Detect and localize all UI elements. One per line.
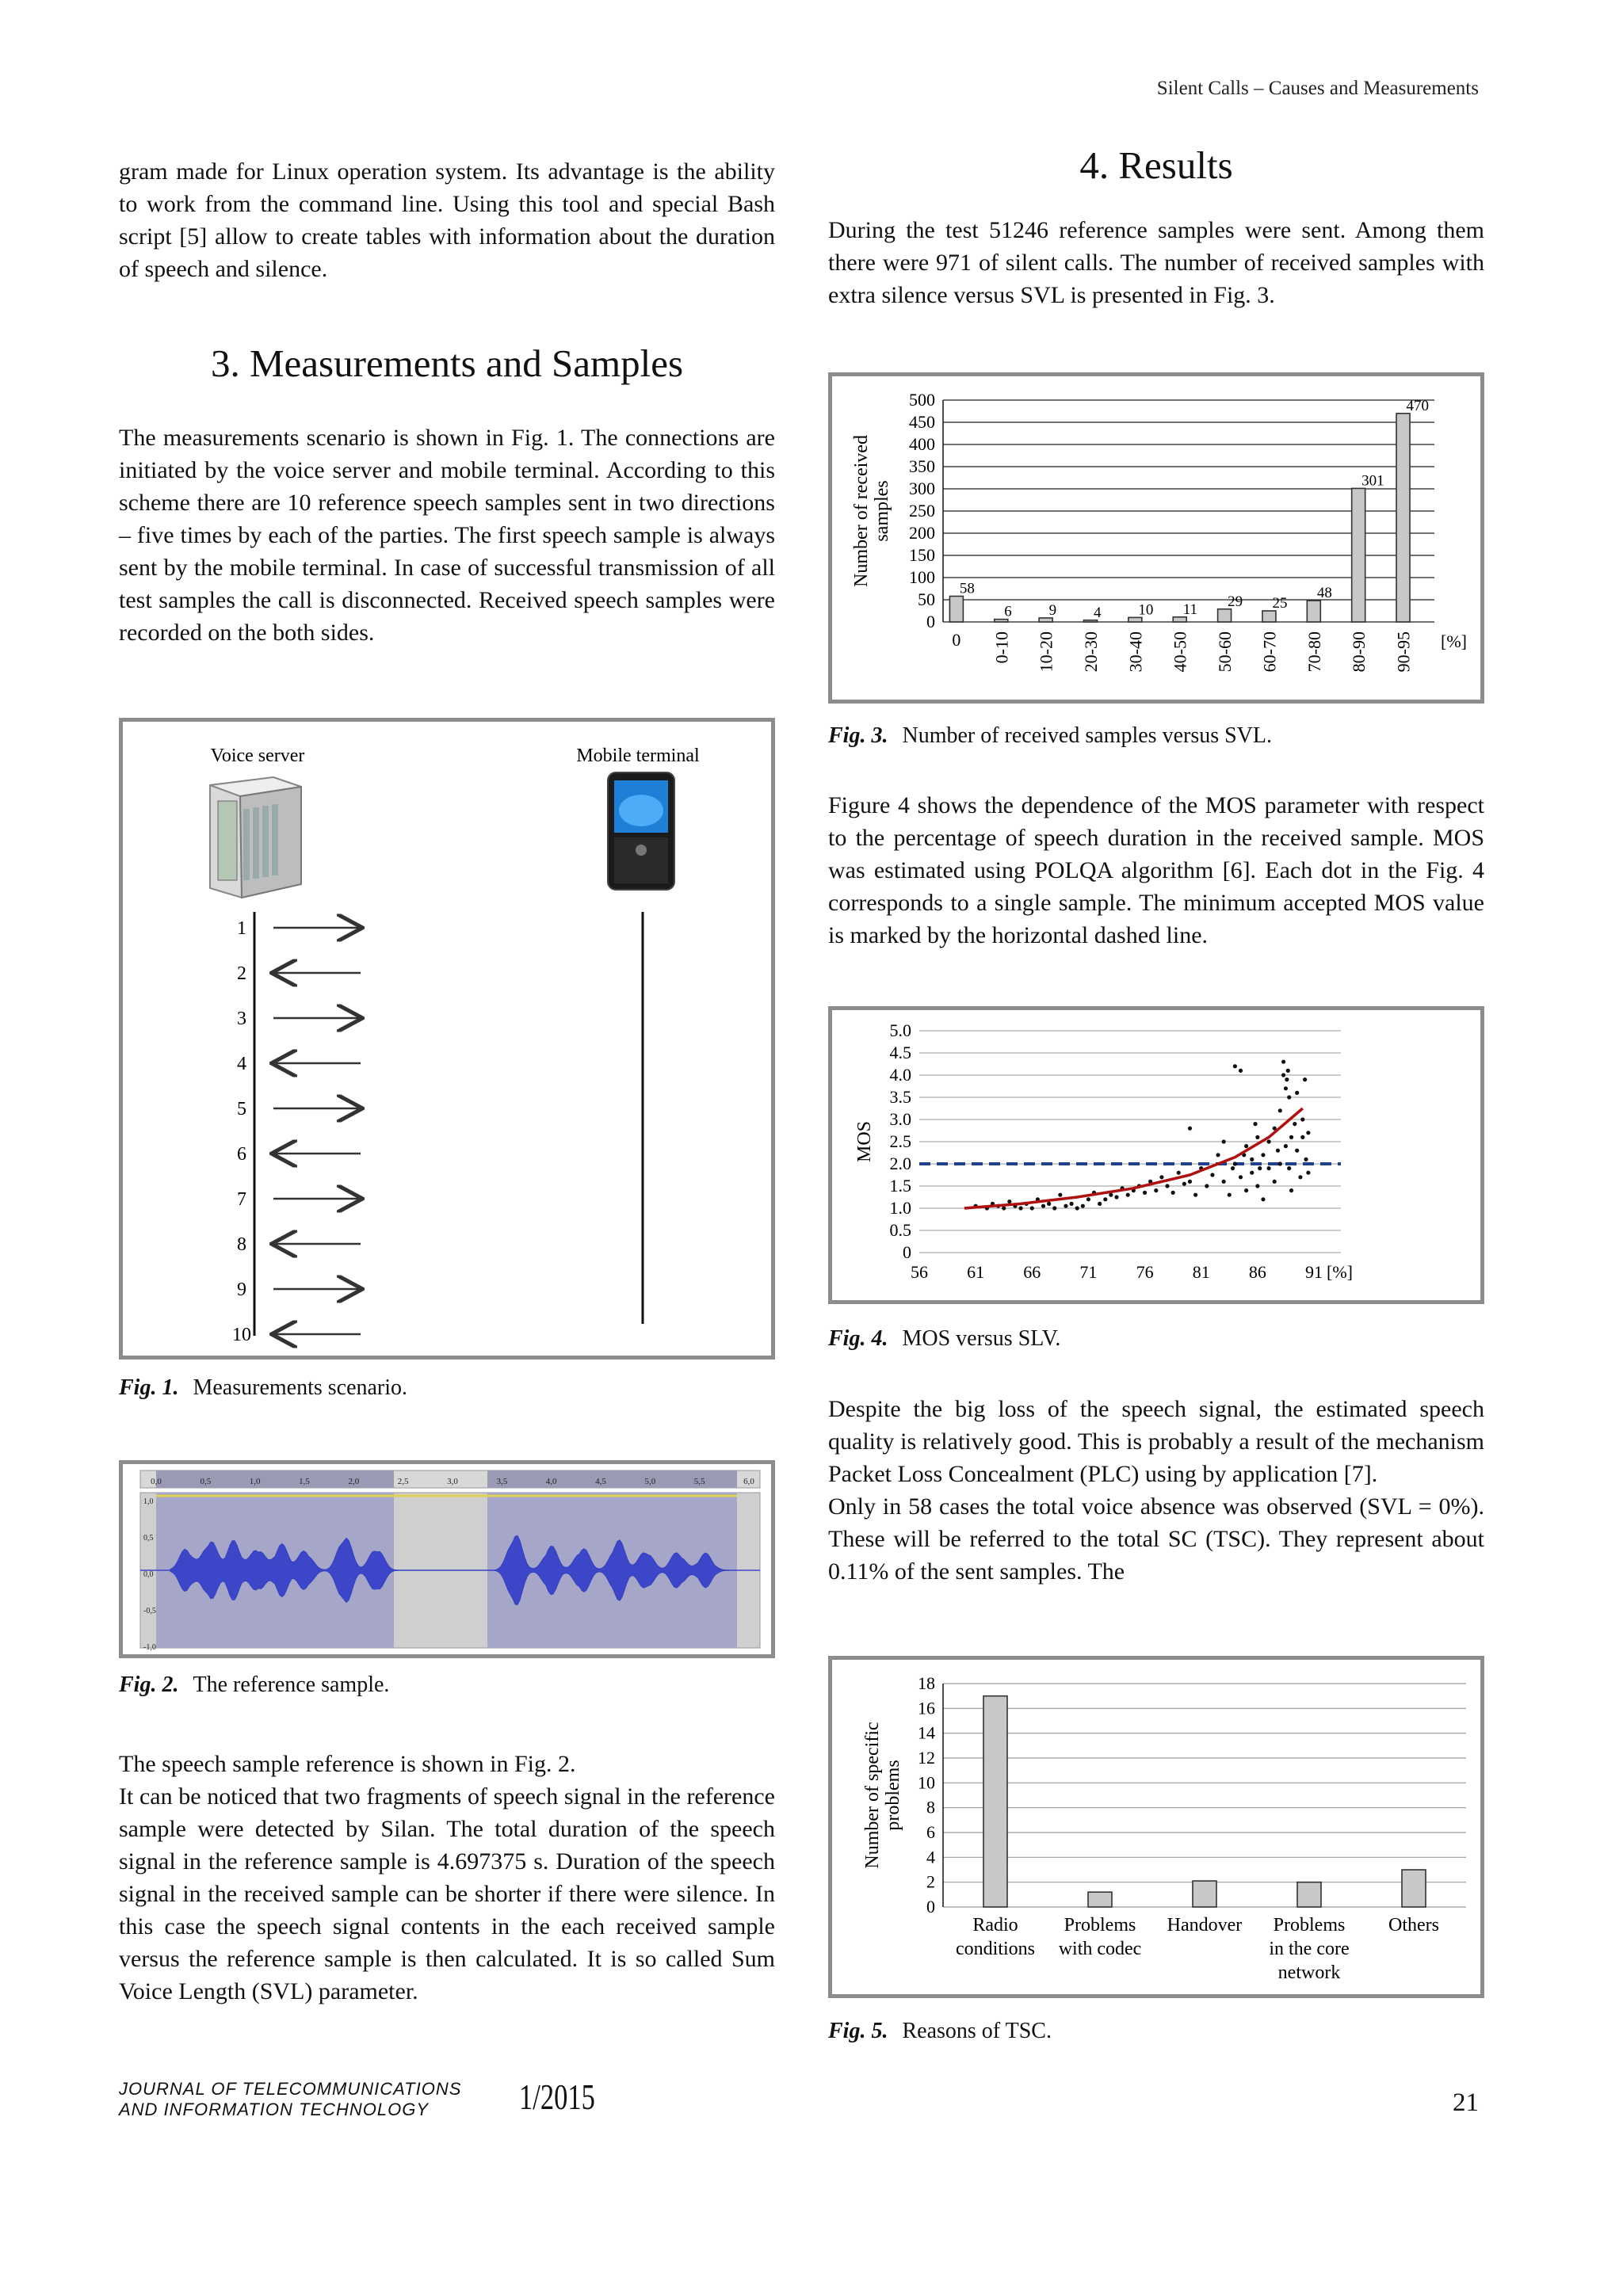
x-tick-label: 10-20 [1036, 631, 1056, 673]
x-tick-label-line: with codec [1058, 1939, 1142, 1959]
y-tick-label: 350 [909, 456, 935, 476]
x-tick-label: 56 [911, 1262, 928, 1282]
data-point [1007, 1199, 1011, 1203]
voice-server-label: Voice server [210, 746, 305, 766]
step-number: 7 [237, 1189, 246, 1210]
y-tick-label: 50 [918, 589, 935, 609]
time-tick-label: 3,5 [496, 1477, 508, 1486]
data-point [1114, 1195, 1118, 1199]
journal-name-line2: AND INFORMATION TECHNOLOGY [119, 2100, 430, 2119]
x-tick-label: 0-10 [991, 631, 1012, 664]
data-point [1143, 1191, 1147, 1195]
data-point [1258, 1166, 1262, 1170]
y-tick-label: 3.5 [889, 1087, 911, 1107]
data-point [1109, 1193, 1113, 1197]
y-tick-label: 500 [909, 390, 935, 410]
x-tick-label-line: network [1277, 1962, 1341, 1983]
data-point [1075, 1206, 1079, 1210]
data-point [1295, 1091, 1299, 1095]
figure-2 [119, 1460, 775, 1658]
bar-value-label: 6 [1004, 603, 1012, 620]
waveform-display [123, 1464, 771, 1654]
step-number: 10 [232, 1325, 251, 1345]
x-tick-label [1167, 1915, 1243, 1936]
y-axis-title-line2: problems [883, 1760, 903, 1831]
x-tick-label [956, 1915, 1035, 1959]
data-point [1244, 1188, 1248, 1192]
data-point [1018, 1206, 1022, 1210]
x-tick-label: 0 [952, 630, 961, 650]
step-number: 9 [237, 1280, 246, 1300]
data-point [1293, 1122, 1296, 1126]
journal-name [119, 2079, 461, 2120]
step-number: 1 [237, 918, 246, 939]
time-tick-label: 5,5 [693, 1477, 705, 1486]
data-point [1239, 1069, 1243, 1073]
x-tick-label: 86 [1248, 1262, 1266, 1282]
x-tick-label: 71 [1079, 1262, 1098, 1282]
data-point [1239, 1175, 1243, 1179]
y-tick-label: 2 [926, 1871, 935, 1892]
step-number: 2 [237, 963, 246, 984]
time-tick-label: 5,0 [644, 1477, 656, 1486]
y-tick-label: 6 [926, 1822, 935, 1842]
y-tick-label: 4.0 [889, 1065, 911, 1085]
x-tick-label [1388, 1915, 1439, 1936]
y-axis-title [851, 435, 892, 587]
bar [983, 1696, 1007, 1907]
time-tick-label: 4,0 [545, 1477, 557, 1486]
data-point [1210, 1173, 1214, 1177]
amplitude-tick-label: 0,0 [143, 1570, 154, 1579]
data-point [1255, 1135, 1259, 1139]
x-tick-label-line: Others [1388, 1915, 1439, 1936]
figure-3 [828, 372, 1484, 704]
y-tick-label: 3.0 [889, 1109, 911, 1129]
bar-value-label: 11 [1182, 601, 1198, 618]
bar-value-label: 10 [1138, 601, 1154, 619]
time-tick-label: 0,5 [200, 1477, 212, 1486]
data-point [1233, 1161, 1237, 1165]
y-tick-label: 0.5 [889, 1220, 911, 1240]
y-tick-label: 300 [909, 479, 935, 498]
y-tick-label: 2.0 [889, 1154, 911, 1173]
bar-value-label: 29 [1228, 593, 1243, 610]
data-point [1281, 1060, 1285, 1064]
data-point [1255, 1184, 1259, 1188]
x-tick-label [1059, 1915, 1142, 1959]
bar [1088, 1892, 1112, 1907]
x-tick-label: 61 [967, 1262, 985, 1282]
figure-4-caption-text: MOS versus SLV. [902, 1326, 1061, 1351]
time-tick-label: 2,5 [397, 1477, 409, 1486]
bar [1262, 611, 1276, 622]
data-point [1159, 1175, 1163, 1179]
x-tick-label-line: Problems [1273, 1915, 1346, 1936]
bar-value-label: 9 [1048, 601, 1057, 619]
figure-3-caption-text: Number of received samples versus SVL. [902, 723, 1273, 748]
time-tick-label: 6,0 [743, 1477, 754, 1486]
data-point [1182, 1182, 1186, 1186]
section-3-paragraph: The measurements scenario is shown in Fig. 1. The connections are initiated by the voice server and mobile terminal. According to this scheme there are 10 reference speech samples sent in two directions – five times by each of the parties. The first speech sample is always sent by the mobile terminal. In case of successful transmission of all test samples the call is disconnected. Received speech samples were recorded on the both sides. [119, 425, 775, 646]
bar-value-label: 470 [1406, 397, 1430, 414]
data-point [1177, 1171, 1181, 1175]
data-point [1041, 1204, 1045, 1208]
mobile-phone-icon [608, 772, 674, 890]
figure-5 [828, 1656, 1484, 1998]
figure-2-label: Fig. 2. [119, 1672, 179, 1697]
data-point [1286, 1069, 1290, 1073]
x-tick-label: 66 [1023, 1262, 1041, 1282]
x-tick-label: 70-80 [1304, 631, 1324, 673]
data-point [1250, 1158, 1254, 1161]
bar-value-label: 58 [959, 580, 975, 597]
x-tick-label: 81 [1192, 1262, 1210, 1282]
data-point [1250, 1171, 1254, 1175]
time-tick-label: 4,5 [595, 1477, 606, 1486]
data-point [1281, 1073, 1285, 1077]
bar [1352, 488, 1365, 622]
y-tick-label: 150 [909, 545, 935, 565]
fig2-paragraph-body: It can be noticed that two fragments of speech signal in the reference sample were detected by Silan. The total duration of the speech signal in the reference sample is 4.697375 s. Duration of the speech signal in the received sample can be shorter if there were silence. In this case the speech signal contents in the each received sample versus the reference sample is then calculated. It is so called Sum Voice Length (SVL) parameter. [119, 1783, 775, 2004]
data-point [1193, 1193, 1197, 1197]
step-number: 5 [237, 1099, 246, 1119]
data-point [1306, 1171, 1310, 1175]
bar [1297, 1882, 1321, 1907]
figure-4 [828, 1006, 1484, 1304]
y-tick-label: 16 [918, 1698, 935, 1718]
data-point [1188, 1180, 1192, 1184]
data-point [1284, 1144, 1288, 1148]
time-tick-label: 2,0 [348, 1477, 360, 1486]
y-tick-label: 18 [918, 1673, 935, 1693]
svl-bar-chart [832, 376, 1480, 700]
running-title: Silent Calls – Causes and Measurements [1156, 78, 1479, 99]
y-tick-label: 12 [918, 1748, 935, 1768]
data-point [1069, 1202, 1073, 1206]
y-tick-label: 14 [918, 1722, 935, 1743]
bar-value-label: 25 [1272, 595, 1288, 612]
bar-value-label: 4 [1094, 604, 1102, 621]
figure-1 [119, 718, 775, 1360]
y-tick-label: 0 [926, 1897, 935, 1917]
message-steps [232, 918, 361, 1345]
x-tick-label-line: Radio [972, 1915, 1018, 1936]
figure-5-caption [828, 2019, 1052, 2044]
data-point [1287, 1166, 1291, 1170]
step-number: 3 [237, 1009, 246, 1029]
section-4-title: 4. Results [1079, 143, 1233, 187]
figure-4-caption [828, 1326, 1060, 1352]
figure-5-caption-text: Reasons of TSC. [902, 2019, 1052, 2043]
data-point [1266, 1166, 1270, 1170]
y-axis-title-line1: Number of received [851, 435, 872, 587]
y-tick-label: 100 [909, 567, 935, 587]
page-number: 21 [1453, 2088, 1479, 2117]
y-tick-label: 200 [909, 523, 935, 543]
plc-paragraph-1: Despite the big loss of the speech signal, the estimated speech quality is relatively good. This is probably a result of the mechanism Packet Loss Concealment (PLC) using by application [7]. [828, 1396, 1484, 1487]
x-tick-label: 76 [1136, 1262, 1154, 1282]
data-point [1300, 1135, 1304, 1139]
data-point [1171, 1191, 1175, 1195]
data-point [1205, 1184, 1209, 1188]
data-point [1228, 1193, 1232, 1197]
data-point [1154, 1188, 1158, 1192]
bar [949, 597, 963, 622]
data-point [1222, 1180, 1226, 1184]
data-point [1231, 1166, 1235, 1170]
y-tick-label: 4.5 [889, 1043, 911, 1062]
data-point [1188, 1127, 1192, 1131]
data-point [1285, 1077, 1289, 1081]
data-point [1304, 1158, 1308, 1161]
data-point [1289, 1188, 1293, 1192]
data-point [1064, 1204, 1067, 1208]
figure-4-label: Fig. 4. [828, 1326, 888, 1351]
y-tick-label: 5.0 [889, 1020, 911, 1040]
figure-3-caption [828, 723, 1272, 749]
y-axis-title-line2: samples [872, 480, 892, 542]
tsc-reasons-bar-chart [832, 1660, 1480, 1994]
time-tick-label: 1,0 [249, 1477, 261, 1486]
data-point [1298, 1175, 1302, 1179]
issue-number: 1/2015 [519, 2077, 595, 2117]
x-tick-label: 60-70 [1259, 631, 1280, 673]
figure-1-caption-text: Measurements scenario. [193, 1375, 408, 1400]
data-point [1266, 1139, 1270, 1143]
y-tick-label: 400 [909, 434, 935, 454]
x-tick-label: 30-40 [1125, 631, 1146, 673]
x-tick-label: 80-90 [1349, 631, 1369, 673]
figure-2-caption-text: The reference sample. [193, 1672, 390, 1697]
section-3-title: 3. Measurements and Samples [210, 341, 684, 385]
step-number: 4 [237, 1054, 246, 1074]
x-tick-label: 20-30 [1081, 631, 1101, 673]
data-point [1081, 1204, 1085, 1208]
fig2-paragraph-line1: The speech sample reference is shown in Fig. 2. [119, 1751, 576, 1777]
x-tick-label: 90-95 [1393, 631, 1414, 673]
data-point [1098, 1202, 1102, 1206]
data-point [1103, 1197, 1107, 1201]
amplitude-tick-label: -0,5 [143, 1607, 156, 1615]
x-tick-label: 40-50 [1170, 631, 1190, 673]
data-point [1086, 1197, 1090, 1201]
data-point [1126, 1193, 1130, 1197]
x-tick-label: 50-60 [1215, 631, 1235, 673]
amplitude-tick-label: 1,0 [143, 1497, 154, 1506]
data-point [1295, 1149, 1299, 1153]
data-point [1165, 1184, 1169, 1188]
y-tick-label: 450 [909, 412, 935, 432]
time-tick-label: 0,0 [151, 1477, 162, 1486]
data-point [1222, 1139, 1226, 1143]
y-tick-label: 0 [926, 612, 935, 631]
bar-value-label: 48 [1316, 585, 1332, 602]
data-point [1303, 1077, 1307, 1081]
figure-2-caption [119, 1672, 389, 1698]
bar [1193, 1881, 1216, 1907]
data-point [1261, 1153, 1265, 1157]
data-point [1278, 1108, 1282, 1112]
journal-name-line1: JOURNAL OF TELECOMMUNICATIONS [119, 2079, 462, 2099]
y-tick-label: 8 [926, 1797, 935, 1817]
data-point [1289, 1135, 1293, 1139]
data-point [1273, 1180, 1277, 1184]
x-axis-unit: [%] [1327, 1262, 1353, 1282]
figure-1-caption [119, 1375, 407, 1401]
data-point [1030, 1206, 1034, 1210]
figure-5-label: Fig. 5. [828, 2019, 888, 2043]
x-tick-label: 91 [1305, 1262, 1323, 1282]
data-point [1244, 1144, 1248, 1148]
plc-paragraph-2: Only in 58 cases the total voice absence was observed (SVL = 0%). These will be referred to the total SC (TSC). They represent about 0.11% of the sent samples. The [828, 1493, 1484, 1585]
data-point [1261, 1197, 1265, 1201]
data-point [1278, 1161, 1282, 1165]
fig2-paragraph [119, 1748, 775, 2008]
data-point [1276, 1149, 1280, 1153]
step-number: 6 [237, 1144, 246, 1165]
y-tick-label: 1.0 [889, 1198, 911, 1218]
plc-paragraph [828, 1393, 1484, 1588]
figure-3-label: Fig. 3. [828, 723, 888, 748]
y-tick-label: 0 [903, 1242, 911, 1262]
y-axis-title-line1: Number of specific [862, 1722, 883, 1869]
x-tick-label-line: Handover [1167, 1915, 1243, 1936]
step-number: 8 [237, 1234, 246, 1255]
amplitude-tick-label: -1,0 [143, 1643, 156, 1652]
data-point [1002, 1206, 1006, 1210]
data-point [1253, 1122, 1257, 1126]
results-paragraph: During the test 51246 reference samples were sent. Among them there were 971 of silent calls. The number of received samples with extra silence versus SVL is presented in Fig. 3. [828, 217, 1484, 308]
data-point [1287, 1095, 1291, 1099]
x-tick-label [1269, 1915, 1349, 1983]
data-point [1306, 1131, 1310, 1135]
x-axis-unit: [%] [1441, 631, 1467, 651]
data-point [1300, 1117, 1304, 1121]
y-tick-label: 1.5 [889, 1176, 911, 1196]
data-point [1058, 1193, 1062, 1197]
bar [1307, 601, 1320, 622]
x-tick-label-line: Problems [1064, 1915, 1136, 1936]
data-point [1052, 1206, 1056, 1210]
y-tick-label: 10 [918, 1772, 935, 1793]
figure-1-label: Fig. 1. [119, 1375, 179, 1400]
data-point [1047, 1202, 1051, 1206]
bar [1396, 414, 1410, 622]
bar-value-label: 301 [1361, 472, 1384, 490]
bar [1218, 609, 1232, 622]
y-axis-title [862, 1722, 903, 1868]
x-tick-label-line: conditions [956, 1939, 1035, 1959]
amplitude-tick-label: 0,5 [143, 1534, 154, 1543]
measurement-scenario-diagram [123, 722, 771, 1356]
y-tick-label: 2.5 [889, 1131, 911, 1151]
data-point [1216, 1153, 1220, 1157]
intro-paragraph: gram made for Linux operation system. Its advantage is the ability to work from the command line. Using this tool and special Bash script [5] allow to create tables with information about the duration of speech and silence. [119, 158, 775, 282]
server-icon [210, 777, 301, 898]
time-tick-label: 1,5 [299, 1477, 310, 1486]
y-tick-label: 4 [926, 1847, 935, 1867]
mos-scatter-chart [832, 1010, 1480, 1300]
x-tick-label-line: in the core [1269, 1939, 1350, 1959]
data-point [1284, 1086, 1288, 1090]
data-point [1233, 1064, 1237, 1068]
time-tick-label: 3,0 [447, 1477, 458, 1486]
y-axis-title: MOS [854, 1120, 875, 1163]
fig4-paragraph: Figure 4 shows the dependence of the MOS parameter with respect to the percentage of speech duration in the received sample. MOS was estimated using POLQA algorithm [6]. Each dot in the Fig. 4 corresponds to a single sample. The minimum accepted MOS value is marked by the horizontal dashed line. [828, 792, 1484, 948]
y-tick-label: 250 [909, 501, 935, 521]
mobile-terminal-label: Mobile terminal [576, 746, 700, 766]
bar [1402, 1870, 1426, 1907]
